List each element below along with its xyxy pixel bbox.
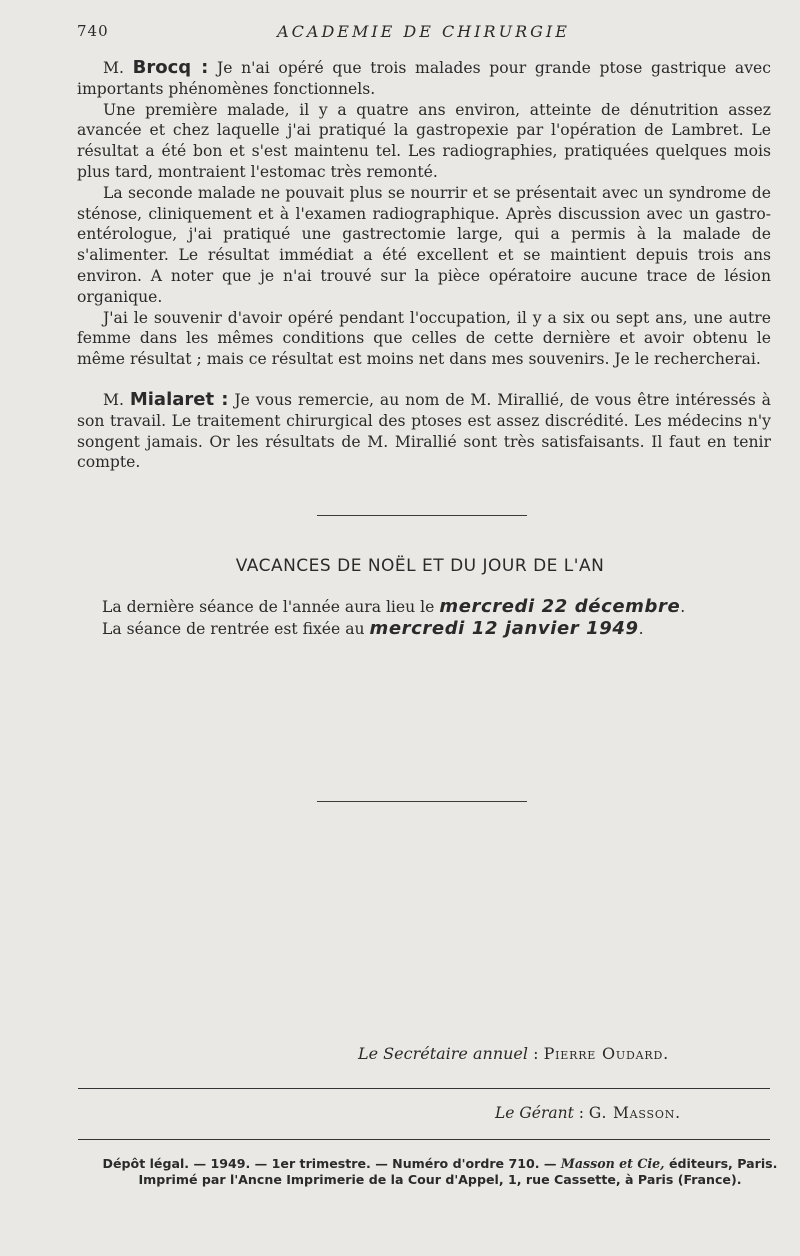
speaker-mialaret: Mialaret : bbox=[129, 388, 229, 410]
mialaret-paragraph bbox=[77, 390, 771, 473]
section-divider-top bbox=[317, 515, 527, 516]
brocq-prefix: M. bbox=[103, 59, 124, 77]
announcement-date-1: mercredi 22 décembre bbox=[439, 596, 681, 617]
imprint-publisher: Masson et Cie, bbox=[560, 1156, 665, 1171]
page-header bbox=[77, 22, 770, 42]
imprint bbox=[30, 1156, 800, 1188]
announcement-line-2 bbox=[102, 618, 782, 640]
imprint-line-1 bbox=[30, 1156, 800, 1172]
brocq-paragraph-2: Une première malade, il y a quatre ans environ, atteinte de dénutrition assez avancée et chez laquelle j'ai pratiqué la gastropexie par l'opération de Lambret. Le résultat a été bon et s'est maintenu tel. Les radiographies, pratiquées quelques mois plus tard, montraient l'estomac très remonté. bbox=[77, 100, 771, 181]
manager-role: Le Gérant bbox=[495, 1104, 574, 1122]
speaker-brocq: Brocq : bbox=[132, 57, 209, 78]
announcement-line-1 bbox=[102, 596, 782, 618]
paragraph-gap bbox=[77, 370, 771, 390]
secretary-separator: : bbox=[533, 1044, 539, 1063]
announcement-line-2-end: . bbox=[638, 620, 644, 638]
manager-signature bbox=[495, 1104, 681, 1122]
announcement-line-1-end: . bbox=[680, 598, 686, 616]
running-title: ACADEMIE DE CHIRURGIE bbox=[277, 22, 570, 41]
brocq-paragraph-4: J'ai le souvenir d'avoir opéré pendant l'occupation, il y a six ou sept ans, une autre femme dans les mêmes conditions que celles de cette dernière et avoir obtenu le même résultat ; mais ce résultat est moins net dans mes souvenirs. Je le rechercherai. bbox=[77, 308, 771, 369]
announcement-body bbox=[102, 596, 782, 640]
manager-separator: : bbox=[578, 1104, 584, 1122]
announcement-line-1-text: La dernière séance de l'année aura lieu le bbox=[102, 598, 435, 616]
section-divider-bottom bbox=[317, 801, 527, 802]
mialaret-text: Je vous remercie, au nom de M. Mirallié, de vous être intéressés à son travail. Le traitement chirurgical des ptoses est assez discrédité. Les médecins n'y songent jamais. Or les résultats de M. Mirallié sont très satisfaisants. Il faut en tenir compte. bbox=[77, 390, 771, 472]
announcement-title: VACANCES DE NOËL ET DU JOUR DE L'AN bbox=[235, 556, 605, 576]
secretary-name: Pierre Oudard. bbox=[543, 1044, 669, 1063]
imprint-publisher-place: éditeurs, Paris. bbox=[668, 1156, 778, 1171]
manager-name: G. Masson. bbox=[588, 1104, 681, 1122]
mialaret-prefix: M. bbox=[103, 390, 124, 409]
secretary-role: Le Secrétaire annuel bbox=[358, 1044, 529, 1063]
page-number: 740 bbox=[77, 22, 109, 40]
brocq-paragraph-3: La seconde malade ne pouvait plus se nourrir et se présentait avec un syndrome de sténose, cliniquement et à l'examen radiographique. Après discussion avec un gastro-entérologue, j'ai pratiqué une gastrectomie large, qui a permis à la malade de s'alimenter. Le résultat immédiat a été excellent et se maintient depuis trois ans environ. A noter que je n'ai trouvé sur la pièce opératoire aucune trace de lésion organique. bbox=[77, 183, 771, 306]
announcement-line-2-text: La séance de rentrée est fixée au bbox=[102, 620, 365, 638]
brocq-intro-text: Je n'ai opéré que trois malades pour grande ptose gastrique avec importants phénomènes fonctionnels. bbox=[77, 59, 771, 98]
imprint-legal-deposit: Dépôt légal. — 1949. — 1er trimestre. — Numéro d'ordre 710. — bbox=[102, 1156, 557, 1171]
footer-rule-top bbox=[78, 1088, 770, 1089]
imprint-line-2: Imprimé par l'Ancne Imprimerie de la Cour d'Appel, 1, rue Cassette, à Paris (France). bbox=[138, 1172, 742, 1187]
footer-rule-bottom bbox=[78, 1139, 770, 1140]
secretary-signature bbox=[358, 1044, 669, 1063]
main-text bbox=[77, 58, 771, 473]
brocq-paragraph-1 bbox=[77, 58, 771, 100]
announcement-date-2: mercredi 12 janvier 1949 bbox=[369, 618, 639, 639]
